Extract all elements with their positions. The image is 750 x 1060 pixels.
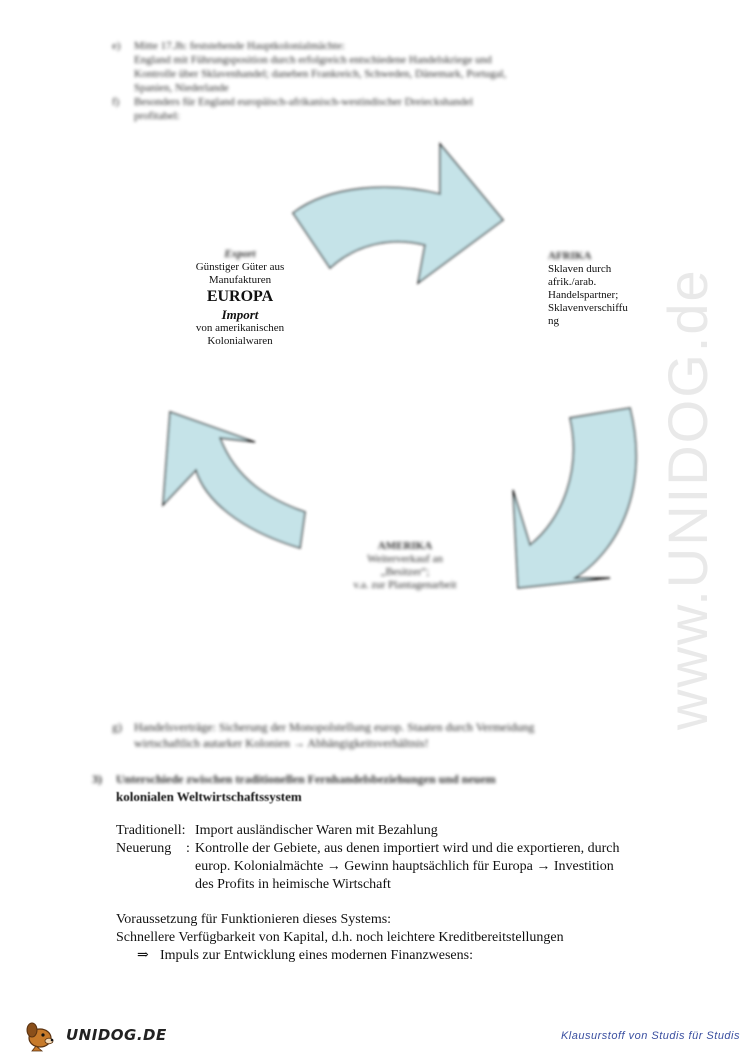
amerika-line2: „Besitzer“;	[380, 566, 430, 578]
afrika-line4: Sklavenverschiffu	[548, 302, 628, 314]
item-e-line2: England mit Führungsposition durch erfolgreich entschiedene Handelskriege und	[134, 54, 492, 66]
amerika-title: AMERIKA	[377, 540, 433, 552]
item-f-label: f)	[112, 96, 120, 108]
neuerung-line3: des Profits in heimische Wirtschaft	[195, 877, 391, 892]
arrow-afrika-amerika	[513, 408, 636, 588]
europa-title: EUROPA	[206, 288, 274, 305]
item-e-line3: Kontrolle über Sklavenhandel; daneben Frankreich, Schweden, Dänemark, Portugal,	[134, 68, 507, 80]
neuerung-line2: europ. Kolonialmächte → Gewinn hauptsächlich für Europa → Investition	[195, 859, 614, 874]
logo-text: UNIDOG.DE	[66, 1026, 167, 1044]
voraussetzung-line2: Schnellere Verfügbarkeit von Kapital, d.h. noch leichtere Kreditbereitstellungen	[116, 930, 564, 945]
item-g-label: g)	[112, 720, 122, 734]
double-arrow-icon: ⇒	[137, 948, 149, 963]
section3-heading-line2: kolonialen Weltwirtschaftssystem	[116, 789, 302, 804]
afrika-title: AFRIKA	[548, 250, 592, 262]
unidog-logo[interactable]	[22, 1018, 167, 1052]
afrika-line2: afrik./arab.	[548, 276, 597, 288]
europa-line2: Manufakturen	[208, 274, 272, 286]
amerika-line1: Weiterverkauf an	[367, 553, 443, 565]
afrika-line3: Handelspartner;	[548, 289, 619, 301]
europa-export-label: Export	[224, 248, 256, 260]
afrika-line1: Sklaven durch	[548, 263, 612, 275]
item-g-line2: wirtschaftlich autarker Kolonien → Abhängigkeitsverhältnis!	[134, 736, 429, 750]
item-f-line2: profitabel:	[134, 110, 180, 122]
section3-heading-line1: Unterschiede zwischen traditionellen Fernhandelsbeziehungen und neuem	[116, 772, 496, 786]
neuerung-label: Neuerung	[116, 841, 172, 856]
item-e-label: e)	[112, 40, 121, 52]
europa-line3: von amerikanischen	[195, 322, 285, 334]
neuerung-colon: :	[186, 841, 190, 856]
neuerung-line1: Kontrolle der Gebiete, aus denen importiert wird und die exportieren, durch	[195, 841, 620, 856]
voraussetzung-line1: Voraussetzung für Funktionieren dieses Systems:	[116, 912, 392, 927]
dog-icon	[22, 1018, 66, 1052]
voraussetzung-line3: Impuls zur Entwicklung eines modernen Finanzwesens:	[160, 948, 473, 963]
traditionell-label: Traditionell:	[116, 823, 186, 838]
amerika-line3: v.a. zur Plantagenarbeit	[353, 579, 457, 591]
footer-tagline: Klausurstoff von Studis für Studis	[560, 1030, 740, 1042]
item-g-line1: Handelsverträge: Sicherung der Monopolstellung europ. Staaten durch Vermeidung	[134, 720, 535, 734]
traditionell-text: Import ausländischer Waren mit Bezahlung	[195, 823, 438, 838]
afrika-block	[548, 250, 658, 328]
item-e-line1: Mitte 17.Jh: feststehende Hauptkolonialmächte:	[134, 40, 345, 52]
europa-line4: Kolonialwaren	[207, 335, 273, 347]
section3-number: 3)	[92, 772, 102, 786]
europa-block	[175, 248, 305, 348]
europa-import-label: Import	[221, 307, 259, 322]
item-e-line4: Spanien, Niederlande	[134, 82, 229, 94]
arrow-amerika-europa	[163, 412, 305, 548]
amerika-block	[320, 540, 490, 592]
watermark: www.UNIDOG.de	[656, 268, 719, 730]
europa-line1: Günstiger Güter aus	[195, 261, 285, 273]
item-f-line1: Besonders für England europäisch-afrikanisch-westindischer Dreieckshandel	[134, 96, 474, 108]
afrika-line5: ng	[548, 315, 559, 327]
arrow-europa-afrika	[293, 144, 503, 283]
